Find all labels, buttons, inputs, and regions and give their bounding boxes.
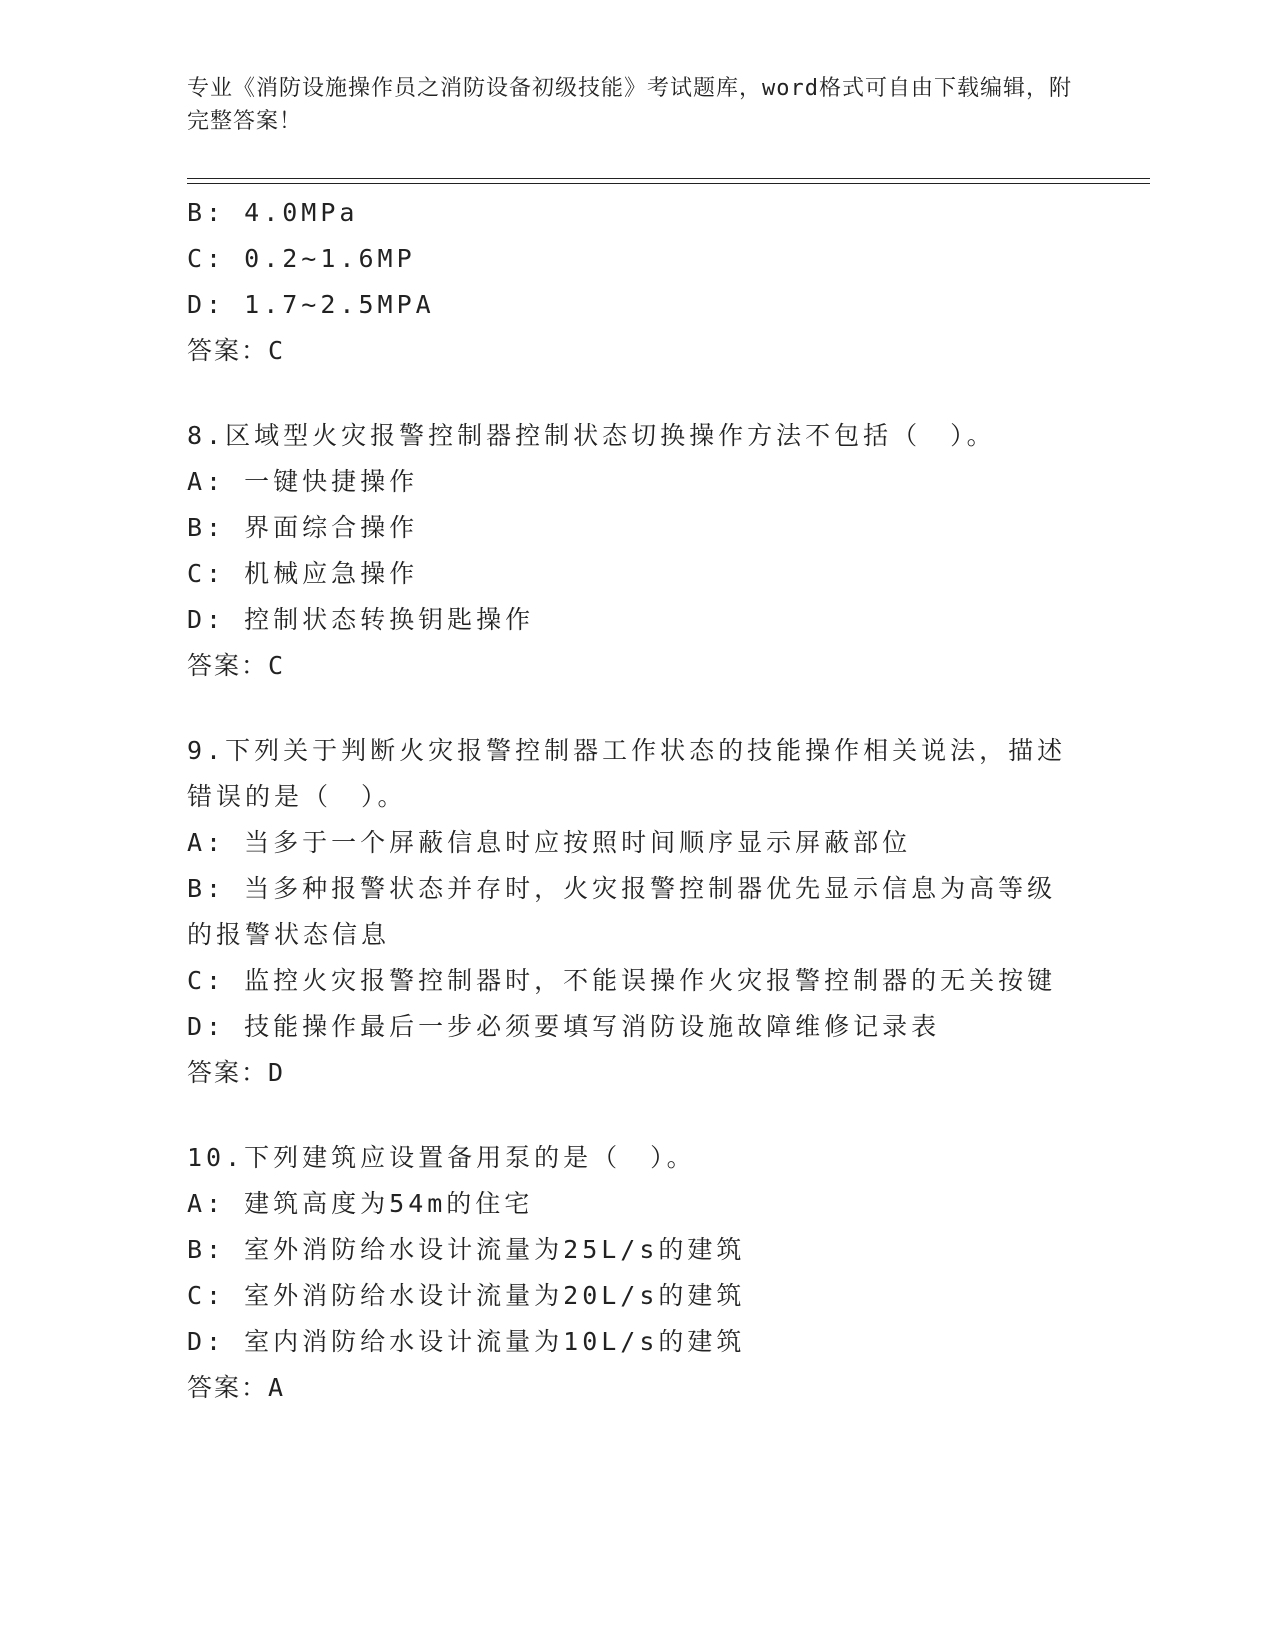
option-d: D: 室内消防给水设计流量为10L/s的建筑 <box>187 1327 746 1356</box>
page-header <box>187 72 1087 138</box>
question-stem: 8.区域型火灾报警控制器控制状态切换操作方法不包括（ ）。 <box>187 421 996 450</box>
spacer <box>187 374 1087 413</box>
option-d: D: 1.7~2.5MPA <box>187 290 435 319</box>
header-divider <box>187 178 1150 179</box>
answer-line: 答案：C <box>187 651 286 680</box>
spacer <box>187 689 1087 728</box>
header-text: 专业《消防设施操作员之消防设备初级技能》考试题库，word格式可自由下载编辑，附完整答案！ <box>187 76 1072 134</box>
option-a: A: 一键快捷操作 <box>187 467 419 496</box>
option-d: D: 技能操作最后一步必须要填写消防设施故障维修记录表 <box>187 1012 941 1041</box>
prev-question-block <box>187 190 1087 374</box>
option-a: A: 当多于一个屏蔽信息时应按照时间顺序显示屏蔽部位 <box>187 828 912 857</box>
option-b: B: 当多种报警状态并存时，火灾报警控制器优先显示信息为高等级的报警状态信息 <box>187 874 1057 949</box>
option-b: B: 室外消防给水设计流量为25L/s的建筑 <box>187 1235 746 1264</box>
option-b: B: 4.0MPa <box>187 198 359 227</box>
question-stem: 9.下列关于判断火灾报警控制器工作状态的技能操作相关说法，描述错误的是（ ）。 <box>187 736 1067 811</box>
option-c: C: 0.2~1.6MP <box>187 244 416 273</box>
header-divider-secondary <box>187 183 1150 184</box>
answer-line: 答案：C <box>187 336 286 365</box>
option-d: D: 控制状态转换钥匙操作 <box>187 605 535 634</box>
question-block-10 <box>187 1135 1087 1411</box>
question-content <box>187 190 1087 1411</box>
option-a: A: 建筑高度为54m的住宅 <box>187 1189 534 1218</box>
question-stem: 10.下列建筑应设置备用泵的是（ ）。 <box>187 1143 696 1172</box>
answer-line: 答案：A <box>187 1373 286 1402</box>
option-c: C: 室外消防给水设计流量为20L/s的建筑 <box>187 1281 746 1310</box>
option-b: B: 界面综合操作 <box>187 513 419 542</box>
option-c: C: 监控火灾报警控制器时，不能误操作火灾报警控制器的无关按键 <box>187 966 1057 995</box>
option-c: C: 机械应急操作 <box>187 559 419 588</box>
answer-line: 答案：D <box>187 1058 286 1087</box>
spacer <box>187 1096 1087 1135</box>
question-block-8 <box>187 413 1087 689</box>
question-block-9 <box>187 728 1087 1096</box>
